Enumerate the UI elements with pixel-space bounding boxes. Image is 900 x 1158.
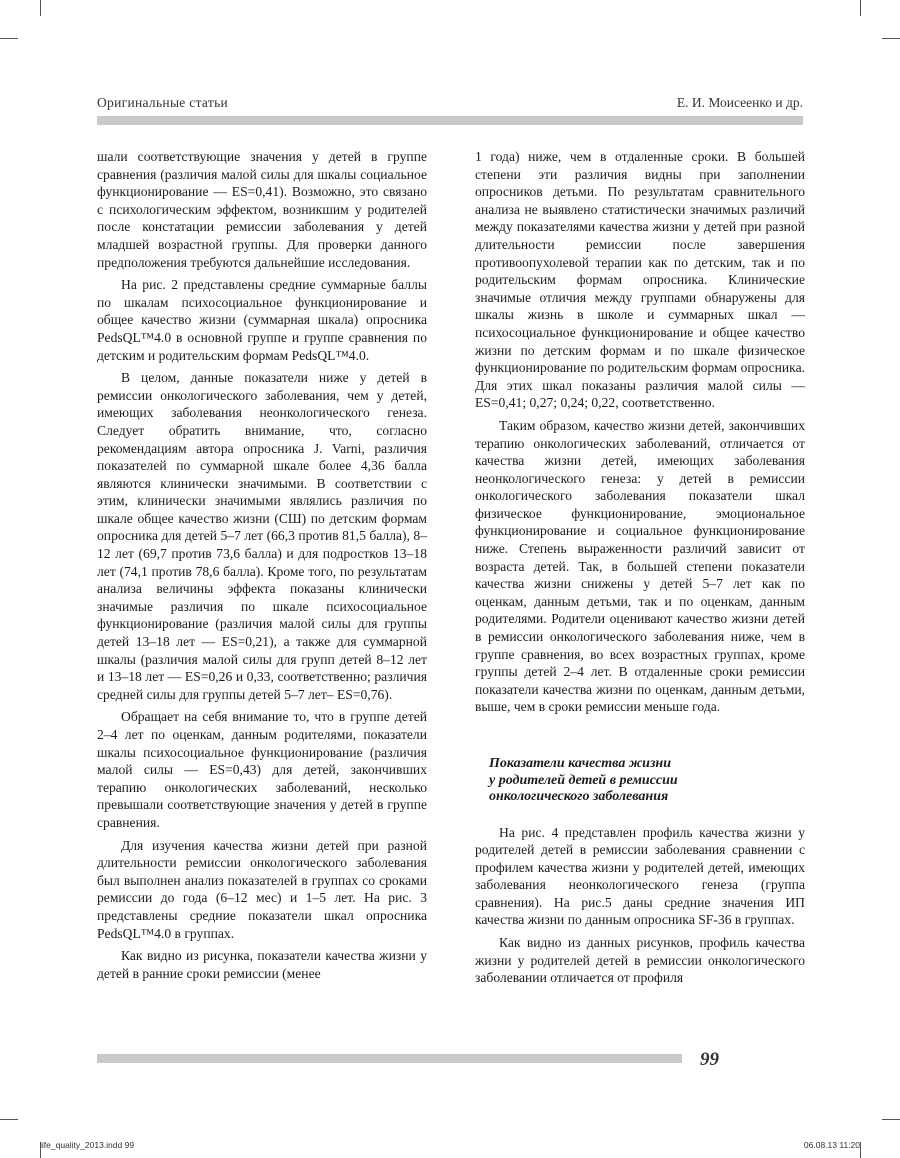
right-column [475, 148, 805, 992]
section-heading-line: онкологического заболевания [489, 789, 669, 804]
section-label: Оригинальные статьи [97, 95, 229, 110]
section-heading-line: у родителей детей в ремиссии [489, 772, 678, 788]
paragraph: На рис. 4 представлен профиль качества жизни у родителей детей в ремиссии заболевания сравнении с профилем качества жизни у родителей детей, имеющих заболевания неонкологического генеза (группа сравнения). На рис.5 даны средние значения ИП качества жизни по данным опросника SF-36 в группах. [475, 824, 805, 928]
paragraph: Как видно из рисунка, показатели качества жизни у детей в ранние сроки ремиссии (менее [97, 948, 427, 981]
print-slug-file: life_quality_2013.indd 99 [40, 1140, 135, 1150]
crop-mark [882, 38, 900, 39]
crop-mark [0, 1119, 18, 1120]
crop-mark [40, 0, 41, 16]
left-column [97, 148, 427, 987]
paragraph: В целом, данные показатели ниже у детей в ремиссии онкологического заболевания, чем у детей, имеющих заболевания неонкологического генеза. Следует обратить внимание, что, согласно рекомендациям автора опросника J. Varni, различия показателей по суммарной шкале более 4,36 балла являются клинически значимыми. В соответствии с этим, клинически значимыми являлись различия по шкале общее качество жизни (СШ) по детским формам опросника для детей 5–7 лет (66,3 против 81,5 балла), 8–12 лет (69,7 против 73,6 балла) и для подростков 13–18 лет (74,1 против 78,6 балла). Кроме того, по результатам анализа величины эффекта показаны клинически значимые различия по шкале психосоциальное функционирование (различия малой силы для группы детей 13–18 лет — ES=0,21), а также для суммарной шкалы (различия малой силы для групп детей 8–12 лет и 13–18 лет — ES=0,26 и 0,33, соответственно; различия средней силы для группы детей 5–7 лет– ES=0,76). [97, 370, 427, 702]
paragraph: Как видно из данных рисунков, профиль качества жизни у родителей детей в ремиссии онкологического заболевании отличается от профиля [475, 935, 805, 986]
authors-label: Е. И. Моисеенко и др. [676, 95, 803, 110]
paragraph: 1 года) ниже, чем в отдаленные сроки. В большей степени эти различия видны при заполнении опросников детьми. По результатам сравнительного анализа не выявлено статистически значимых различий между показателями качества жизни у детей при разной длительности ремиссии после завершения противоопухолевой терапии как по детским, так и по родительским формам опросника. Клинические значимые отличия между группами обнаружены для шкалы жизнь в школе и суммарных шкал — психосоциальное функционирование и общее качество жизни по детским формам и по шкале физическое функционирование по родительским формам опросника. Для этих шкал показаны различия малой силы — ES=0,41; 0,27; 0,24; 0,22, соответственно. [475, 149, 805, 411]
crop-mark [882, 1119, 900, 1120]
header-rule [97, 116, 803, 125]
running-head [97, 95, 803, 115]
section-heading-line: Показатели качества жизни [489, 756, 671, 771]
paragraph: Таким образом, качество жизни детей, закончивших терапию онкологических заболеваний, отличается от качества жизни детей, имеющих заболевания неонкологического генеза: у детей в ремиссии онкологического заболевания показатели шкал физическое функционирование, эмоциональное функционирование и социальное функционирование ниже. Степень выраженности различий зависит от возраста детей. Так, в большей степени показатели качества жизни снижены у детей 5–7 лет как по оценкам, данным детьми, так и по оценкам, данным родителями. Родители оценивают качество жизни детей в ремиссии онкологического заболевания ниже, чем в группе сравнения, во всех возрастных группах, кроме группы детей 2–4 лет. В отдаленные сроки ремиссии показатели качества жизни по оценкам, данным детьми, выше, чем в сроки ремиссии меньше года. [475, 417, 805, 715]
section-heading [489, 756, 805, 806]
page-number: 99 [700, 1049, 719, 1070]
print-slug-date: 06.08.13 11:20 [803, 1140, 860, 1150]
paragraph: На рис. 2 представлены средние суммарные баллы по шкалам психосоциальное функционирование и общее качество жизни (суммарная шкала) опросника PedsQL™4.0 в основной группе и группе сравнения по детским и родительским формам PedsQL™4.0. [97, 277, 427, 363]
footer-rule [97, 1054, 682, 1063]
paragraph: шали соответствующие значения у детей в группе сравнения (различия малой силы для шкалы социальное функционирование — ES=0,41). Возможно, это связано с психологическим эффектом, возникшим у родителей после констатации ремиссии заболевания у детей младшей возрастной группы. Для проверки данного предположения требуются дальнейшие исследования. [97, 149, 427, 270]
crop-mark [860, 1142, 861, 1158]
crop-mark [0, 38, 18, 39]
paragraph: Обращает на себя внимание то, что в группе детей 2–4 лет по оценкам, данным родителями, показатели шкалы психосоциальное функционирование (различия малой силы — ES=0,43) для детей, закончивших терапию онкологических заболеваний, несколько превышали соответствующие значения у детей в группе сравнения. [97, 709, 427, 830]
paragraph: Для изучения качества жизни детей при разной длительности ремиссии онкологического заболевания был выполнен анализ показателей в группах со сроками ремиссии до года (6–12 мес) и 1–5 лет. На рис. 3 представлены средние показатели шкал опросника PedsQL™4.0 в группах. [97, 837, 427, 941]
crop-mark [860, 0, 861, 16]
